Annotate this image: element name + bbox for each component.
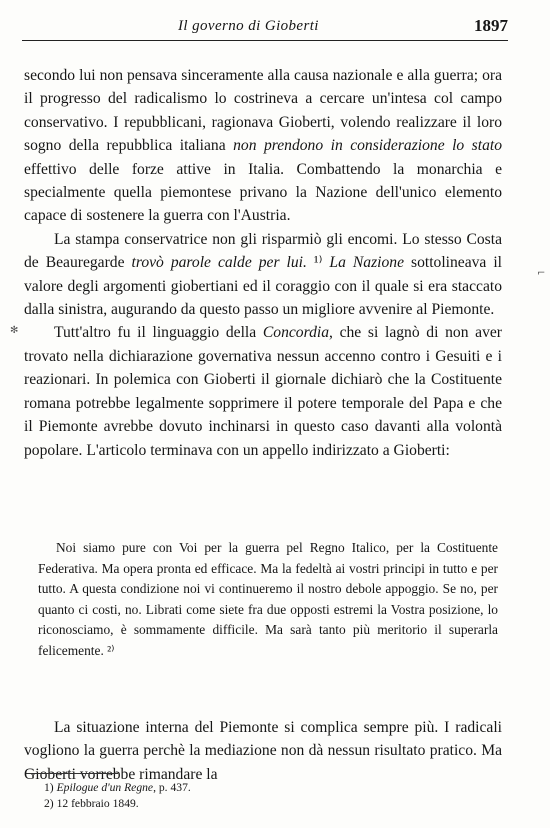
- text-run: ¹⁾: [306, 254, 330, 272]
- closing-paragraph: [24, 716, 502, 786]
- text-run: effettivo delle forze attive in Italia. Combattendo la monarchia e specialmente quella piemontese privano la Nazione dell'unico elemento capace di sostenere la guerra con l'Austria.: [24, 160, 502, 225]
- text-run: sottolineava il valore degli argomenti giobertiani ed il coraggio con il quale si era staccato dalla sinistra, augurando da questo passo un migliore avvenire al Piemonte.: [24, 254, 503, 319]
- body-text: [24, 64, 502, 462]
- margin-tick-icon: ⌐: [537, 268, 546, 279]
- italic-text-run: La Nazione: [329, 254, 404, 272]
- running-header: [22, 14, 508, 41]
- paragraph: [24, 228, 502, 322]
- footnote-text: [57, 797, 139, 810]
- footnote-marker: 1): [44, 781, 54, 794]
- italic-text-run: Concordia: [262, 324, 330, 342]
- running-title: Il governo di Gioberti: [178, 18, 319, 34]
- paragraph: [24, 716, 502, 786]
- italic-text-run: trovò parole calde per lui.: [131, 254, 307, 272]
- margin-mark-icon: ✻: [10, 325, 19, 336]
- text-run: Tutt'altro fu il linguaggio della: [54, 324, 263, 342]
- quote-text: [38, 538, 498, 662]
- text-run: ²⁾: [103, 642, 115, 658]
- footnote-rule: [26, 773, 118, 774]
- footnotes: [44, 780, 504, 812]
- text-run: secondo lui non pensava sinceramente alla causa nazionale e alla guerra; ora il progresso del radicalismo lo costrineva a cercare un'intesa col campo conservativo. I repubblicani, ragionava Gioberti, volendo realizzare il loro sogno della repubblica italiana: [24, 67, 502, 155]
- text-run: , che si lagnò di non aver trovato nella dichiarazione governativa nessun accenno contro i Gesuiti e i reazionari. In polemica con Gioberti il giornale dichiarò che la Costituente romana potrebbe legalmente sopprimere il potere temporale del Papa e che il Piemonte avrebbe dovuto inchinarsi in questo caso davanti alla volontà popolare. L'articolo terminava con un appello indirizzato a Gioberti:: [24, 324, 503, 459]
- footnote-text: [57, 781, 191, 794]
- italic-text-run: non prendono in considerazione lo stato: [233, 137, 502, 155]
- text-run: 12 febbraio 1849.: [56, 797, 139, 810]
- text-run: , p. 437.: [153, 781, 191, 794]
- page-number: 1897: [474, 16, 508, 35]
- text-run: La stampa conservatrice non gli risparmiò gli encomi. Lo stesso Costa de Beauregarde: [24, 230, 502, 272]
- text-run: Noi siamo pure con Voi per la guerra pel Regno Italico, per la Costituente Federativa. Ma opera pronta ed efficace. Ma la fedeltà ai vostri principi in tutto e per tutto. A questa condizione noi vi continueremo il nostro debole appoggio. Se no, per quanto ci costi, no. Librati come siete fra due opposti estremi la Vostra posizione, lo riconosciamo, è sommamente difficile. Ma sarà tanto più meritorio il superarla felicemente.: [38, 540, 498, 658]
- paragraph: [24, 64, 502, 228]
- footnote: [44, 796, 504, 812]
- text-run: La situazione interna del Piemonte si complica sempre più. I radicali vogliono la guerra perchè la mediazione non dà nessun risultato pratico. Ma Gioberti vorrebbe rimandare la: [24, 719, 502, 783]
- footnote-marker: 2): [44, 797, 54, 810]
- footnote: [44, 780, 504, 796]
- italic-text-run: Epilogue d'un Regne: [56, 781, 154, 794]
- paragraph: [24, 321, 502, 461]
- block-quote: [38, 538, 498, 662]
